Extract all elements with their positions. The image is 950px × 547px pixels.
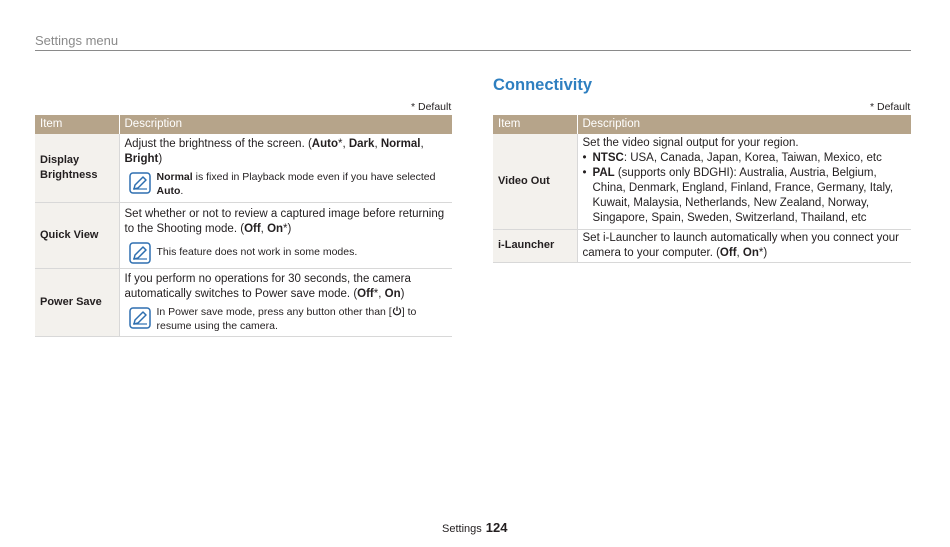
- item-i-launcher: i-Launcher: [493, 229, 577, 262]
- table-row-i-launcher: [493, 229, 911, 262]
- item-video-out: Video Out: [493, 134, 577, 229]
- note-text: Normal is fixed in Playback mode even if you have selected Auto.: [156, 171, 436, 198]
- description-text: Adjust the brightness of the screen. (Auto*, Dark, Normal, Bright): [124, 138, 424, 166]
- default-note-right: * Default: [870, 101, 911, 113]
- description-text: Set i-Launcher to launch automatically when you connect your camera to your computer. (Off, On*): [582, 231, 899, 259]
- description-quick-view: [119, 202, 452, 268]
- header-divider: [35, 50, 911, 51]
- default-note-left: * Default: [411, 101, 452, 113]
- item-power-save: Power Save: [35, 268, 119, 336]
- col-header-description: Description: [577, 115, 911, 134]
- page-footer: [442, 520, 507, 535]
- list-item-ntsc: • NTSC: USA, Canada, Japan, Korea, Taiwan, Mexico, etc: [583, 151, 907, 166]
- connectivity-heading: Connectivity: [493, 76, 593, 94]
- table-row-video-out: [493, 134, 911, 229]
- note-pencil-icon: [129, 172, 151, 194]
- settings-table-left: [35, 115, 452, 337]
- table-row-display-brightness: [35, 134, 452, 202]
- item-quick-view: Quick View: [35, 202, 119, 268]
- list-item-pal: • PAL (supports only BDGHI): Australia, Austria, Belgium, China, Denmark, England, Finland, France, Germany, Italy, Kuwait, Malaysia, Netherlands, New Zealand, Norway, Singapore, Spain, Sweden, Switzerland, Thailand, etc: [583, 166, 907, 226]
- table-header: [493, 115, 911, 134]
- note: [125, 305, 448, 333]
- description-power-save: [119, 268, 452, 336]
- description-text: Set the video signal output for your region.: [582, 137, 799, 150]
- col-header-description: Description: [119, 115, 452, 134]
- note-pencil-icon: [129, 307, 151, 329]
- page-number: 124: [485, 520, 508, 535]
- description-text: If you perform no operations for 30 seconds, the camera automatically switches to Power save mode. (Off*, On): [124, 272, 411, 300]
- description-video-out: [577, 134, 911, 229]
- col-header-item: Item: [35, 115, 119, 134]
- table-row-power-save: [35, 268, 452, 336]
- description-display-brightness: [119, 134, 452, 202]
- col-header-item: Item: [493, 115, 577, 134]
- table-header: [35, 115, 452, 134]
- section-title: Settings menu: [35, 33, 119, 48]
- note-pencil-icon: [129, 242, 151, 264]
- power-icon: [392, 306, 402, 316]
- description-i-launcher: [577, 229, 911, 262]
- table-row-quick-view: [35, 202, 452, 268]
- item-display-brightness: Display Brightness: [35, 134, 119, 202]
- description-text: Set whether or not to review a captured image before returning to the Shooting mode. (Off, On*): [124, 207, 445, 235]
- note: [125, 170, 448, 198]
- footer-label: Settings: [442, 523, 482, 535]
- note-text: This feature does not work in some modes.: [156, 245, 358, 258]
- note-text: In Power save mode, press any button other than [ ] to resume using the camera.: [156, 305, 417, 332]
- note: [125, 240, 448, 264]
- settings-table-right: [493, 115, 911, 263]
